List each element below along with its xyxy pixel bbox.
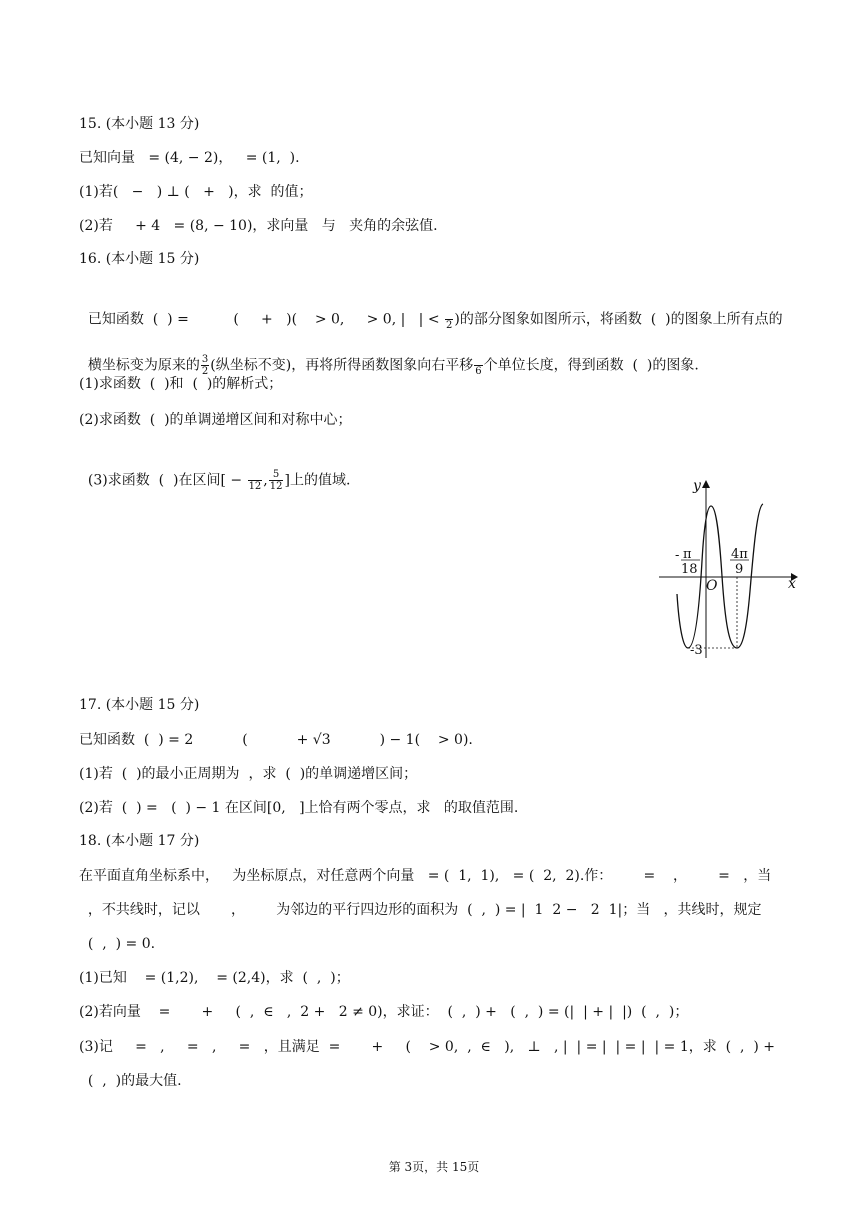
q18-line3: ( , ) = 0. xyxy=(79,936,156,952)
q18-part3: (3)记 = , = , = ，且满足 = + ( > 0, , ∈ ), ⊥ , | | = | | = | | = 1，求 ( , ) + xyxy=(79,1039,775,1055)
y-axis xyxy=(702,480,710,658)
q16-title: 16. (本小题 15 分) xyxy=(79,251,200,267)
x-axis xyxy=(659,573,798,581)
q18-part3-cont: ( , )的最大值. xyxy=(79,1073,182,1089)
q17-stem: 已知函数 ( ) = 2 ( + √3 ) − 1( > 0). xyxy=(79,732,473,748)
q16-part2: (2)求函数 ( )的单调递增区间和对称中心； xyxy=(79,412,352,428)
right-tick-num: 4π xyxy=(731,547,748,562)
sine-graph-figure xyxy=(655,476,805,662)
three-halves-fraction: $\frac{3}{2}$ xyxy=(201,354,209,377)
q16-part3: (3)求函数 ( )在区间[ − 12 , $\frac{5}{12}$ ]上的值域. xyxy=(87,469,351,492)
pi-over-2-fraction: 2 xyxy=(445,308,453,331)
q17-part1: (1)若 ( )的最小正周期为 ，求 ( )的单调递增区间； xyxy=(79,766,418,782)
q18-part1: (1)已知 = (1,2), = (2,4)，求 ( , )； xyxy=(79,970,350,986)
origin-label: O xyxy=(706,578,718,594)
q17-title: 17. (本小题 15 分) xyxy=(79,697,200,713)
right-tick-den: 9 xyxy=(735,562,744,577)
left-tick-sign: - xyxy=(675,548,680,563)
q16-stem: 已知函数 ( ) = ( + )( > 0, > 0, | | < 2 )的部分图象如图所示，将函数 ( )的图象上所有点的 xyxy=(79,288,783,331)
page-footer: 第 3页，共 15页 xyxy=(388,1160,480,1174)
q15-stem: 已知向量 = (4, − 2)， = (1, ). xyxy=(79,150,300,166)
min-value-label: -3 xyxy=(690,643,703,658)
pi-over-6-fraction: 6 xyxy=(474,354,482,377)
q15-part2: (2)若 + 4 = (8, − 10)，求向量 与 夹角的余弦值. xyxy=(79,218,438,234)
q18-part2: (2)若向量 = + ( , ∈ , 2 + 2 ≠ 0)，求证： ( , ) + ( , ) = (| | + | |) ( , )； xyxy=(79,1004,689,1020)
q18-line1: 在平面直角坐标系中， 为坐标原点，对任意两个向量 = ( 1, 1), = ( 2, 2).作： = ， = ，当 xyxy=(79,868,772,884)
left-tick-den: 18 xyxy=(681,562,698,577)
left-tick-num: π xyxy=(683,547,692,562)
q17-part2: (2)若 ( ) = ( ) − 1 在区间[0, ]上恰有两个零点，求 的取值范围. xyxy=(79,800,519,816)
y-axis-label: y xyxy=(693,478,701,494)
q16-part1: (1)求函数 ( )和 ( )的解析式； xyxy=(79,376,283,392)
x-axis-label: x xyxy=(788,576,796,592)
q15-title: 15. (本小题 13 分) xyxy=(79,116,200,132)
q18-line2: ，不共线时，记以 ， 为邻边的平行四边形的面积为 ( , ) = | 1 2 − 2 1|；当 ，共线时，规定 xyxy=(79,902,762,918)
q16-line2: 横坐标变为原来的 $\frac{3}{2}$ (纵坐标不变)，再将所得函数图象向右平移 6 个单位长度，得到函数 ( )的图象. xyxy=(87,354,699,377)
q18-title: 18. (本小题 17 分) xyxy=(79,833,200,849)
interval-left-fraction: 12 xyxy=(248,469,263,492)
q15-part1: (1)若( − ) ⊥ ( + )，求 的值； xyxy=(79,184,313,200)
interval-right-fraction: $\frac{5}{12}$ xyxy=(269,469,283,492)
